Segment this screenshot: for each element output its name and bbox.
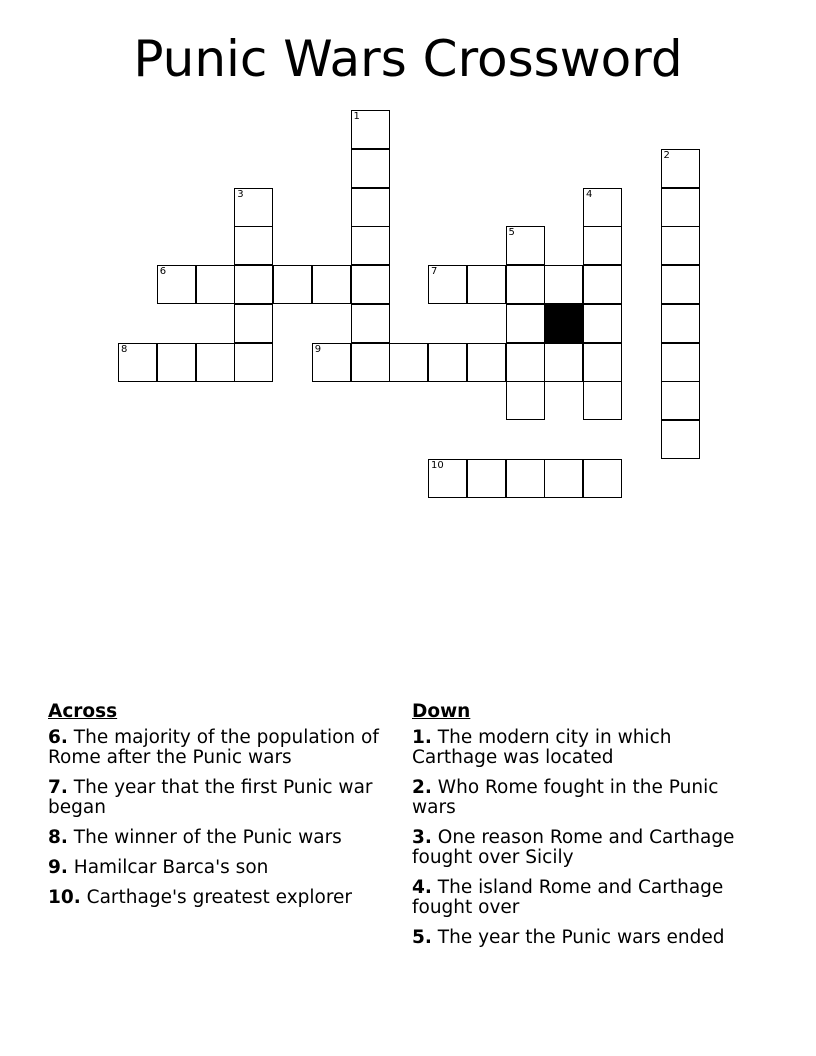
grid-cell[interactable] [351, 110, 390, 149]
page-title: Punic Wars Crossword [133, 30, 683, 88]
clue-across-9: 9. Hamilcar Barca's son [48, 857, 269, 878]
cell-number: 8 [121, 343, 128, 355]
grid-cell[interactable] [312, 265, 351, 304]
cell-number: 6 [159, 266, 167, 277]
grid-cell[interactable] [661, 304, 700, 343]
grid-cell[interactable] [428, 265, 467, 304]
grid-cell[interactable] [583, 343, 622, 382]
grid-cell[interactable] [157, 343, 196, 382]
cell-number: 5 [508, 227, 515, 239]
clue-down-2: 2. Who Rome fought in the Punic wars [412, 777, 719, 818]
grid-cell[interactable] [428, 343, 467, 382]
cell-number: 9 [314, 343, 322, 355]
grid-cell[interactable] [544, 459, 583, 498]
grid-cell[interactable] [389, 343, 428, 382]
grid-cell[interactable] [234, 188, 273, 227]
cell-number: 1 [353, 111, 360, 122]
grid-cell[interactable] [583, 381, 622, 420]
grid-cell[interactable] [583, 226, 622, 265]
clue-across-10: 10. Carthage's greatest explorer [48, 887, 353, 908]
grid-cell[interactable] [234, 226, 273, 265]
grid-cell[interactable] [234, 265, 273, 304]
crossword-grid [0, 0, 816, 520]
clue-across-8: 8. The winner of the Punic wars [48, 827, 342, 848]
grid-cell[interactable] [506, 304, 545, 343]
clue-down-1: 1. The modern city in which Carthage was located [412, 727, 672, 768]
grid-cell[interactable] [157, 265, 196, 304]
grid-cell[interactable] [661, 226, 700, 265]
cell-number: 4 [586, 188, 593, 200]
clue-across-6: 6. The majority of the population of Rome after the Punic wars [48, 727, 379, 768]
grid-cell[interactable] [467, 265, 506, 304]
clue-across-7: 7. The year that the first Punic war began [48, 777, 373, 818]
cell-number: 10 [431, 459, 444, 471]
grid-cell[interactable] [273, 265, 312, 304]
grid-cell[interactable] [351, 343, 390, 382]
grid-cell[interactable] [428, 459, 467, 498]
grid-cell[interactable] [118, 343, 157, 382]
grid-cell[interactable] [661, 343, 700, 382]
grid-cell[interactable] [351, 149, 390, 188]
grid-cell[interactable] [506, 381, 545, 420]
down-heading: Down [412, 701, 471, 722]
grid-cell[interactable] [661, 420, 700, 459]
grid-cell[interactable] [234, 343, 273, 382]
grid-cell[interactable] [544, 265, 583, 304]
grid-cell[interactable] [583, 265, 622, 304]
grid-cell[interactable] [661, 188, 700, 227]
grid-cell[interactable] [196, 265, 235, 304]
grid-cell[interactable] [583, 459, 622, 498]
grid-cell[interactable] [661, 149, 700, 188]
grid-cell[interactable] [661, 265, 700, 304]
grid-cell[interactable] [351, 188, 390, 227]
grid-cell[interactable] [351, 304, 390, 343]
clue-down-3: 3. One reason Rome and Carthage fought over Sicily [412, 827, 735, 868]
grid-cell[interactable] [544, 343, 583, 382]
grid-cell[interactable] [583, 304, 622, 343]
clue-down-4: 4. The island Rome and Carthage fought over [412, 877, 724, 918]
grid-cell[interactable] [661, 381, 700, 420]
cell-number: 2 [663, 149, 670, 161]
grid-cell[interactable] [467, 459, 506, 498]
grid-cell[interactable] [506, 265, 545, 304]
grid-cell[interactable] [234, 304, 273, 343]
grid-cell[interactable] [351, 265, 390, 304]
grid-cell[interactable] [312, 343, 351, 382]
grid-cell[interactable] [583, 188, 622, 227]
grid-cell[interactable] [506, 226, 545, 265]
grid-cell[interactable] [467, 343, 506, 382]
grid-cell[interactable] [351, 226, 390, 265]
grid-block [544, 304, 583, 343]
across-clues [48, 702, 388, 918]
clue-down-5: 5. The year the Punic wars ended [412, 927, 725, 948]
cell-number: 3 [237, 188, 244, 200]
grid-cell[interactable] [506, 459, 545, 498]
grid-cell[interactable] [196, 343, 235, 382]
down-clues [412, 702, 762, 958]
across-heading: Across [48, 701, 118, 722]
grid-cell[interactable] [506, 343, 545, 382]
cell-number: 7 [431, 266, 438, 277]
